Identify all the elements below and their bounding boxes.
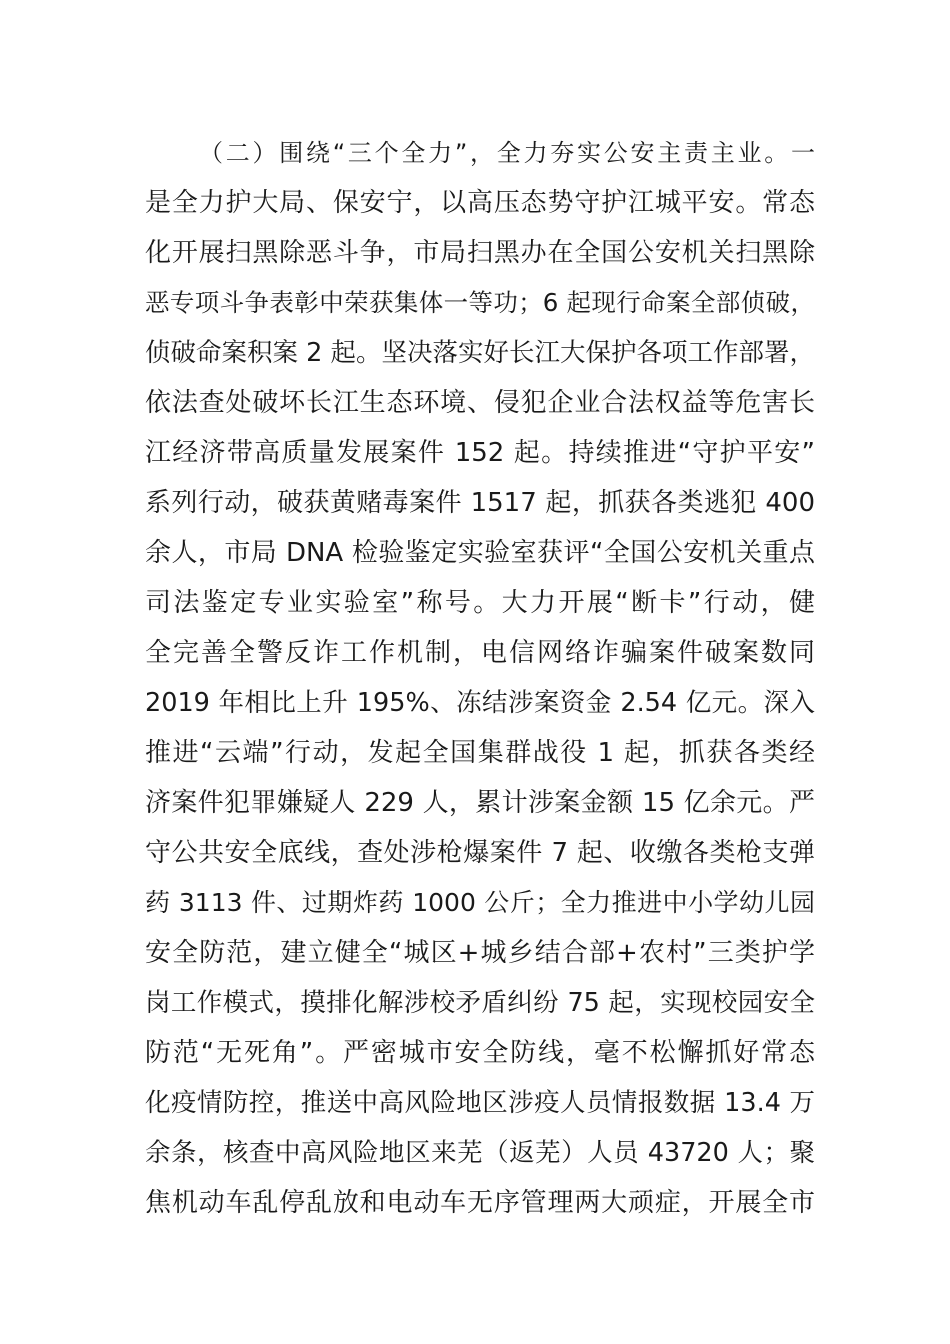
paragraph-line-18: 岗工作模式，摸排化解涉校矛盾纠纷 75 起，实现校园安全	[145, 988, 815, 1018]
paragraph-line-3: 化开展扫黑除恶斗争，市局扫黑办在全国公安机关扫黑除	[145, 238, 815, 268]
paragraph-line-5: 侦破命案积案 2 起。坚决落实好长江大保护各项工作部署，	[145, 338, 815, 368]
paragraph-line-11: 全完善全警反诈工作机制，电信网络诈骗案件破案数同	[145, 638, 815, 668]
paragraph-line-21: 余条，核查中高风险地区来芜（返芜）人员 43720 人；聚	[145, 1138, 815, 1168]
paragraph-line-14: 济案件犯罪嫌疑人 229 人，累计涉案金额 15 亿余元。严	[145, 788, 815, 818]
paragraph-line-10: 司法鉴定专业实验室”称号。大力开展“断卡”行动，健	[145, 588, 815, 618]
paragraph-line-15: 守公共安全底线，查处涉枪爆案件 7 起、收缴各类枪支弹	[145, 838, 815, 868]
paragraph-line-7: 江经济带高质量发展案件 152 起。持续推进“守护平安”	[145, 438, 815, 468]
paragraph-line-19: 防范“无死角”。严密城市安全防线，毫不松懈抓好常态	[145, 1038, 815, 1068]
paragraph-body	[145, 128, 815, 1228]
paragraph-line-1: （二）围绕“三个全力”，全力夯实公安主责主业。一	[199, 139, 815, 167]
paragraph-line-13: 推进“云端”行动，发起全国集群战役 1 起，抓获各类经	[145, 738, 815, 768]
paragraph-line-4: 恶专项斗争表彰中荣获集体一等功；6 起现行命案全部侦破，	[145, 288, 815, 317]
paragraph-line-22: 焦机动车乱停乱放和电动车无序管理两大顽症，开展全市	[145, 1188, 815, 1218]
paragraph-line-9: 余人，市局 DNA 检验鉴定实验室获评“全国公安机关重点	[145, 538, 815, 568]
paragraph-line-8: 系列行动，破获黄赌毒案件 1517 起，抓获各类逃犯 400	[145, 488, 815, 518]
paragraph-line-6: 依法查处破坏长江生态环境、侵犯企业合法权益等危害长	[145, 388, 815, 418]
paragraph-line-12: 2019 年相比上升 195%、冻结涉案资金 2.54 亿元。深入	[145, 688, 815, 718]
paragraph-line-20: 化疫情防控，推送中高风险地区涉疫人员情报数据 13.4 万	[145, 1088, 815, 1118]
paragraph-line-16: 药 3113 件、过期炸药 1000 公斤；全力推进中小学幼儿园	[145, 888, 815, 917]
paragraph-line-17: 安全防范，建立健全“城区+城乡结合部+农村”三类护学	[145, 938, 815, 968]
paragraph-line-2: 是全力护大局、保安宁，以高压态势守护江城平安。常态	[145, 188, 815, 218]
